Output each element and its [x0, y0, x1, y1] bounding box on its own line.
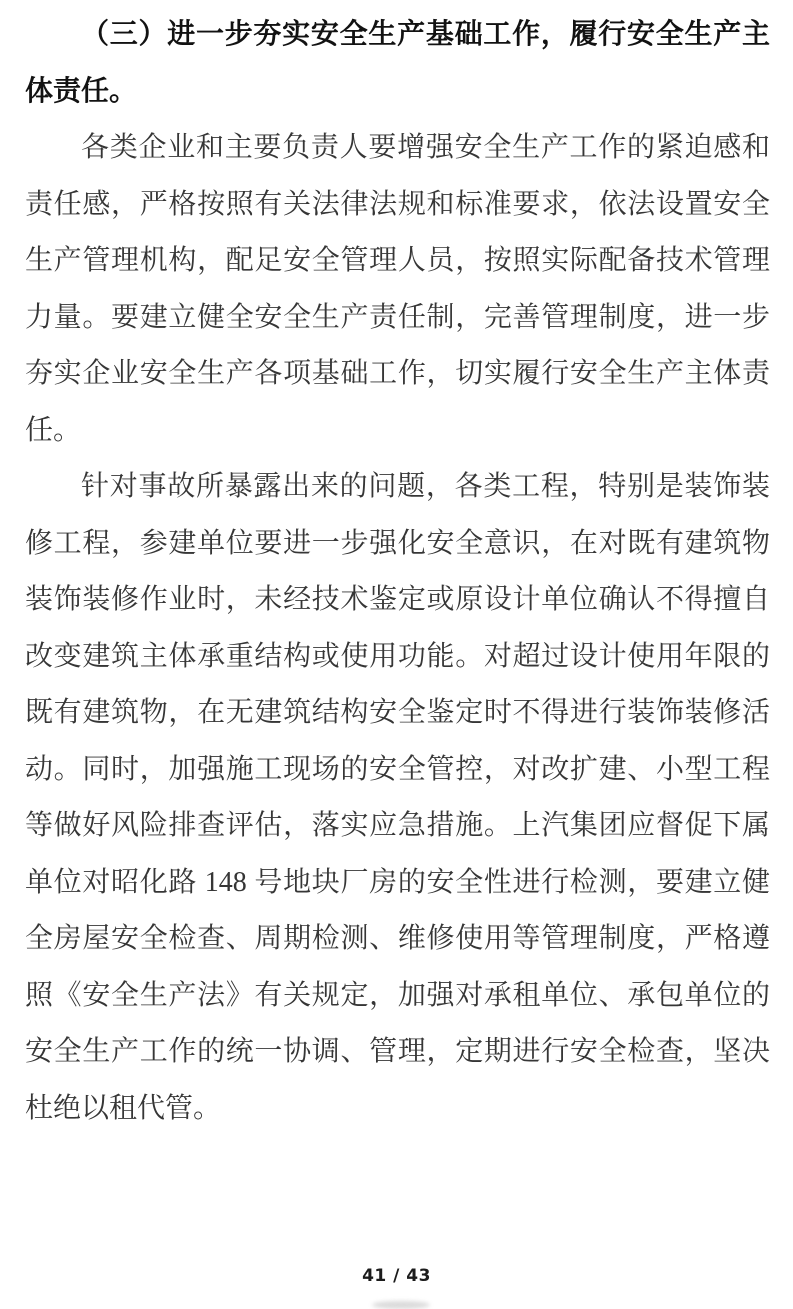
section-heading-line-1: （三）进一步夯实安全生产基础工作，履行安全生产主: [81, 19, 770, 50]
paragraph-1-line-4: 力量。要建立健全安全生产责任制，完善管理制度，进一步: [25, 301, 770, 333]
paragraph-2-line-10: 照《安全生产法》有关规定，加强对承租单位、承包单位的: [25, 979, 770, 1011]
paragraph-2-line-3: 装饰装修作业时，未经技术鉴定或原设计单位确认不得擅自: [25, 584, 770, 615]
paragraph-2-line-6: 动。同时，加强施工现场的安全管控，对改扩建、小型工程: [25, 753, 770, 785]
paragraph-1-line-5: 夯实企业安全生产各项基础工作，切实履行安全生产主体责: [25, 358, 770, 389]
paragraph-2-line-11: 安全生产工作的统一协调、管理，定期进行安全检查，坚决: [25, 1036, 770, 1067]
paragraph-1-line-1: 各类企业和主要负责人要增强安全生产工作的紧迫感和: [81, 132, 770, 163]
page-footer: [0, 1266, 793, 1286]
section-heading-line-2: 体责任。: [25, 75, 138, 107]
paragraph-2-line-2: 修工程，参建单位要进一步强化安全意识，在对既有建筑物: [25, 527, 770, 559]
paragraph-1-line-3: 生产管理机构，配足安全管理人员，按照实际配备技术管理: [25, 245, 770, 276]
page-number-indicator: 41 / 43: [362, 1266, 431, 1286]
paragraph-2-line-12: 杜绝以租代管。: [25, 1092, 222, 1124]
paragraph-2-line-5: 既有建筑物，在无建筑结构安全鉴定时不得进行装饰装修活: [25, 697, 770, 728]
paragraph-1-line-6: 任。: [25, 414, 82, 446]
paragraph-2-line-1: 针对事故所暴露出来的问题，各类工程，特别是装饰装: [81, 471, 770, 502]
paragraph-2-line-8: 单位对昭化路 148 号地块厂房的安全性进行检测，要建立健: [25, 866, 770, 898]
paragraph-1-line-2: 责任感，严格按照有关法律法规和标准要求，依法设置安全: [25, 188, 770, 220]
paragraph-2-line-7: 等做好风险排查评估，落实应急措施。上汽集团应督促下属: [25, 810, 770, 841]
paragraph-2-line-4: 改变建筑主体承重结构或使用功能。对超过设计使用年限的: [25, 640, 770, 672]
paragraph-2-line-9: 全房屋安全检查、周期检测、维修使用等管理制度，严格遵: [25, 923, 770, 954]
next-page-edge-artifact: [372, 1301, 430, 1309]
